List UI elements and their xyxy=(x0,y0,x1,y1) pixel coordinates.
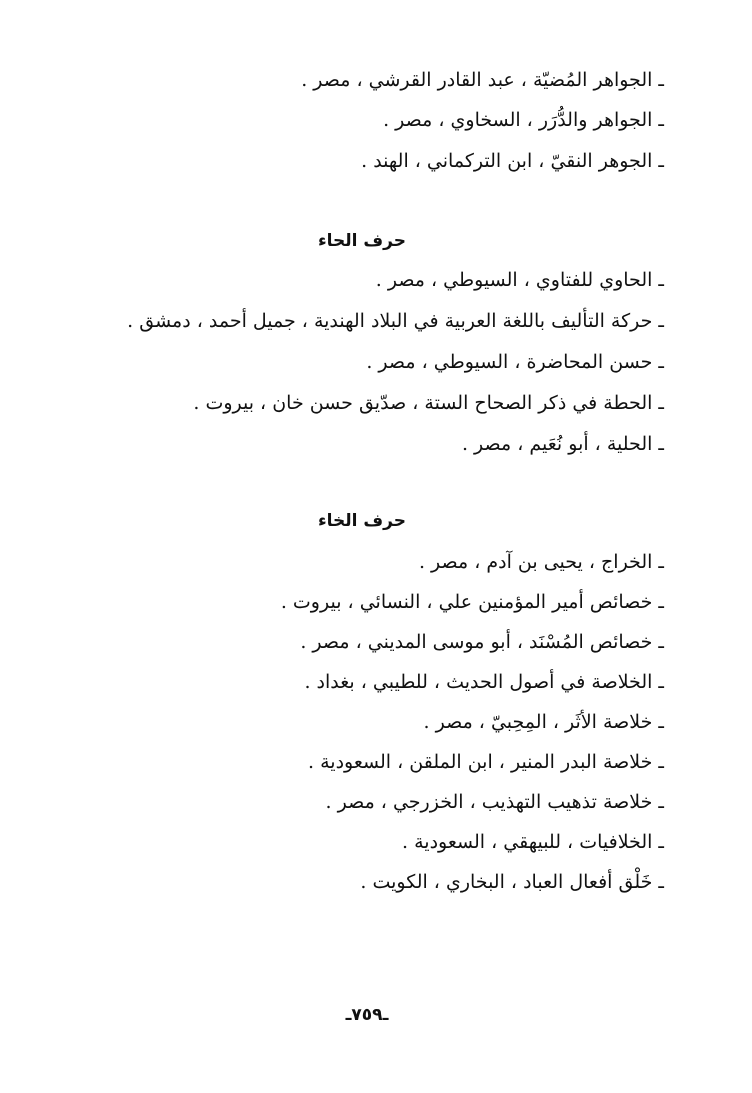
list-item: ـ حركة التأليف باللغة العربية في البلاد الهندية ، جميل أحمد ، دمشق . xyxy=(127,310,664,332)
list-item: ـ خَلْق أفعال العباد ، البخاري ، الكويت . xyxy=(360,871,664,893)
list-item: ـ حسن المحاضرة ، السيوطي ، مصر . xyxy=(366,351,664,373)
list-item: ـ خلاصة البدر المنير ، ابن الملقن ، السعودية . xyxy=(308,751,664,773)
list-item: ـ الجواهر المُضيّة ، عبد القادر القرشي ، مصر . xyxy=(301,69,664,91)
list-item: ـ الخلافيات ، للبيهقي ، السعودية . xyxy=(402,831,664,853)
list-item: ـ الحطة في ذكر الصحاح الستة ، صدّيق حسن خان ، بيروت . xyxy=(193,392,664,414)
list-item: ـ الجواهر والدُّرَر ، السخاوي ، مصر . xyxy=(383,109,664,131)
list-item: ـ الحاوي للفتاوي ، السيوطي ، مصر . xyxy=(375,269,664,291)
section-heading-kha: حرف الخاء xyxy=(317,511,406,531)
list-item: ـ الخراج ، يحيى بن آدم ، مصر . xyxy=(418,551,664,573)
list-item: ـ خلاصة الأثَر ، المِحِبيّ ، مصر . xyxy=(423,711,664,733)
page-number: ـ٧٥٩ـ xyxy=(345,1005,389,1025)
list-item: ـ الحلية ، أبو نُعَيم ، مصر . xyxy=(461,433,664,455)
list-item: ـ خلاصة تذهيب التهذيب ، الخزرجي ، مصر . xyxy=(325,791,664,813)
list-item: ـ الجوهر النقيّ ، ابن التركماني ، الهند . xyxy=(361,150,664,172)
list-item: ـ الخلاصة في أصول الحديث ، للطيبي ، بغداد . xyxy=(304,671,664,693)
list-item: ـ خصائص المُسْنَد ، أبو موسى المديني ، مصر . xyxy=(300,631,664,653)
section-heading-ha: حرف الحاء xyxy=(317,231,406,251)
list-item: ـ خصائص أمير المؤمنين علي ، النسائي ، بيروت . xyxy=(280,591,664,613)
